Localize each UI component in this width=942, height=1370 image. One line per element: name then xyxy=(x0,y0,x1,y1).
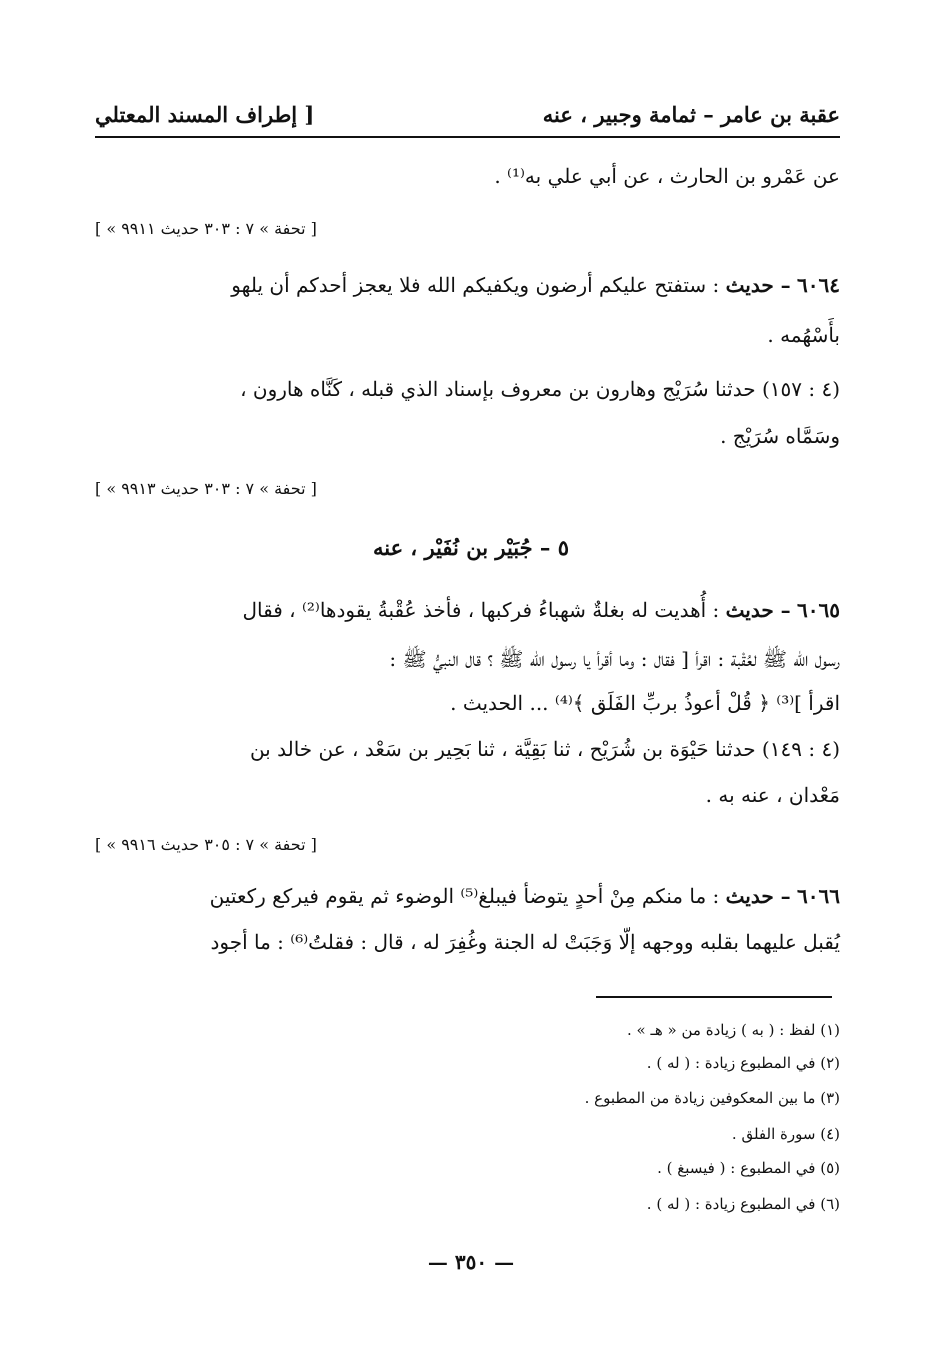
header-book-title: [ إطراف المسند المعتلي xyxy=(95,101,315,127)
hadith-number: ٦٠٦٦ xyxy=(797,884,840,908)
header-chapter-title: عقبة بن عامر – ثمامة وجبير ، عنه xyxy=(542,101,840,127)
header-rule xyxy=(95,136,840,138)
isnad-line: (٤ : ١٥٧) حدثنا سُرَيْج وهارون بن معروف بإسناد الذي قبله ، كَنَّاه هارون ، xyxy=(240,377,840,401)
page-number: — ٣٥٠ — xyxy=(427,1250,515,1274)
footnote: (٦) في المطبوع زيادة : ( له ) . xyxy=(646,1195,840,1213)
text-line: اقرأ ]⁽³⁾ ﴿ قُلْ أعوذُ بربِّ الفَلَق ﴾⁽⁴⁾ ... الحديث . xyxy=(450,691,840,715)
footnote: (١) لفظ : ( به ) زيادة من « هـ » . xyxy=(626,1021,840,1039)
text-line: رسول الله ﷺ لعُقْبة : اقرأ [ فقال : وما أقرأ يا رسول الله ﷺ ؟ قال النبيُّ ﷺ : xyxy=(389,647,840,671)
footnote: (٣) ما بين المعكوفين زيادة من المطبوع . xyxy=(584,1089,840,1107)
footnote: (٢) في المطبوع زيادة : ( له ) . xyxy=(646,1054,840,1072)
text-line: عن عَمْرو بن الحارث ، عن أبي علي به⁽¹⁾ . xyxy=(494,164,840,188)
hadith-number: ٦٠٦٤ xyxy=(797,273,840,297)
tuhfa-reference: [ « تحفة » ٧ : ٣٠٥ حديث ٩٩١٦ ] xyxy=(95,835,317,854)
tuhfa-reference: [ « تحفة » ٧ : ٣٠٣ حديث ٩٩١١ ] xyxy=(95,219,317,238)
hadith-6066 xyxy=(95,873,840,919)
hadith-text: : أُهديت له بغلةٌ شهباءُ فركبها ، فأخذ عُقْبةُ يقودها⁽²⁾ ، فقال xyxy=(242,598,720,622)
hadith-keyword: – حديث xyxy=(725,273,791,297)
hadith-keyword: – حديث xyxy=(725,884,791,908)
hadith-number: ٦٠٦٥ xyxy=(797,598,840,622)
hadith-6065 xyxy=(95,587,840,633)
isnad-line: مَعْدان ، عنه به . xyxy=(705,783,840,807)
text-line: يُقبل عليهما بقلبه ووجهه إلّا وَجَبَتْ له الجنة وغُفِرَ له ، قال : فقلتُ⁽⁶⁾ : ما أجود xyxy=(210,930,840,954)
section-heading: ٥ – جُبَيْر بن نُفَيْر ، عنه xyxy=(372,535,569,560)
hadith-keyword: – حديث xyxy=(725,598,791,622)
hadith-text: : ما منكم مِنْ أحدٍ يتوضأ فيبلغ⁽⁵⁾ الوضوء ثم يقوم فيركع ركعتين xyxy=(209,884,720,908)
isnad-line: وسَمَّاه سُرَيْج . xyxy=(720,424,840,448)
hadith-6064 xyxy=(95,262,840,308)
running-header xyxy=(95,94,840,134)
footnote-rule xyxy=(596,996,832,998)
isnad-line: (٤ : ١٤٩) حدثنا حَيْوَة بن شُرَيْح ، ثنا بَقِيَّة ، ثنا بَحِير بن سَعْد ، عن خالد بن xyxy=(249,737,840,761)
footnote: (٥) في المطبوع : ( فيسبغ ) . xyxy=(657,1159,840,1177)
footnote: (٤) سورة الفلق . xyxy=(731,1125,840,1143)
text-line: بأَسْهُمه . xyxy=(767,323,840,347)
tuhfa-reference: [ « تحفة » ٧ : ٣٠٣ حديث ٩٩١٣ ] xyxy=(95,479,317,498)
hadith-text: : ستفتح عليكم أرضون ويكفيكم الله فلا يعجز أحدكم أن يلهو xyxy=(231,273,720,297)
